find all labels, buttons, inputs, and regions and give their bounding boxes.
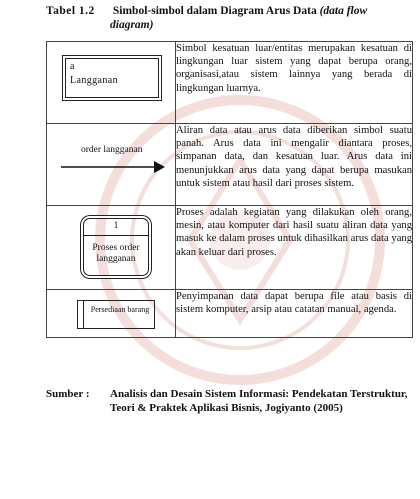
symbol-cell: [47, 42, 176, 124]
symbol-cell: [47, 124, 176, 206]
store-divider: [83, 300, 84, 329]
dfd-symbols-table: [46, 41, 413, 338]
table-row: [47, 42, 413, 124]
source-citation: [46, 388, 416, 415]
flow-label: order langganan: [81, 145, 143, 155]
table-number: Tabel 1.2: [46, 5, 95, 17]
source-line-1: Analisis dan Desain Sistem Informasi: Pendekatan Terstruktur,: [110, 388, 408, 400]
table-row: [47, 124, 413, 206]
store-name: Persediaan barang: [90, 305, 150, 314]
table-row: [47, 206, 413, 290]
entity-name: Langganan: [70, 75, 119, 86]
arrow-icon: [61, 160, 165, 174]
description-cell: Proses adalah kegiatan yang dilakukan oleh orang, mesin, atau komputer dari hasil suatu aliran data yang masuk ke dalam proses untuk dihasilkan arus data yang akan keluar dari proses.: [176, 206, 413, 290]
process-id: 1: [113, 221, 119, 231]
symbol-cell: [47, 206, 176, 290]
table-title: Simbol-simbol dalam Diagram Arus Data: [112, 5, 317, 17]
entity-prefix: a: [70, 61, 75, 72]
source-line-2: Teori & Praktek Aplikasi Bisnis, Jogiyanto (2005): [110, 401, 343, 414]
external-entity-symbol: [65, 58, 159, 98]
table-caption: [46, 4, 412, 32]
data-store-symbol: [77, 300, 155, 329]
data-flow-symbol: [47, 124, 175, 205]
source-label: Sumber :: [46, 388, 90, 400]
symbol-cell: [47, 290, 176, 338]
process-divider: [84, 235, 148, 236]
process-symbol: [83, 218, 149, 276]
description-cell: Penyimpanan data dapat berupa file atau basis di sistem komputer, arsip atau catatan manual, agenda.: [176, 290, 413, 338]
description-cell: Simbol kesatuan luar/entitas merupakan kesatuan di lingkungan luar sistem yang dapat berupa orang, organisasi,atau sistem lainnya yang berada di lingkungan luarnya.: [176, 42, 413, 124]
table-row: [47, 290, 413, 338]
table-title-italic: (data flow: [319, 5, 368, 17]
table-title-italic-cont: diagram): [110, 19, 154, 31]
description-cell: Aliran data atau arus data diberikan simbol suatu panah. Arus data ini mengalir diantara proses, simpanan data, dan kesatuan luar. Arus data ini menunjukkan arus data yang dapat berupa masukan untuk sistem atau hasil dari proses sistem.: [176, 124, 413, 206]
process-name: Proses order langganan: [92, 243, 140, 264]
